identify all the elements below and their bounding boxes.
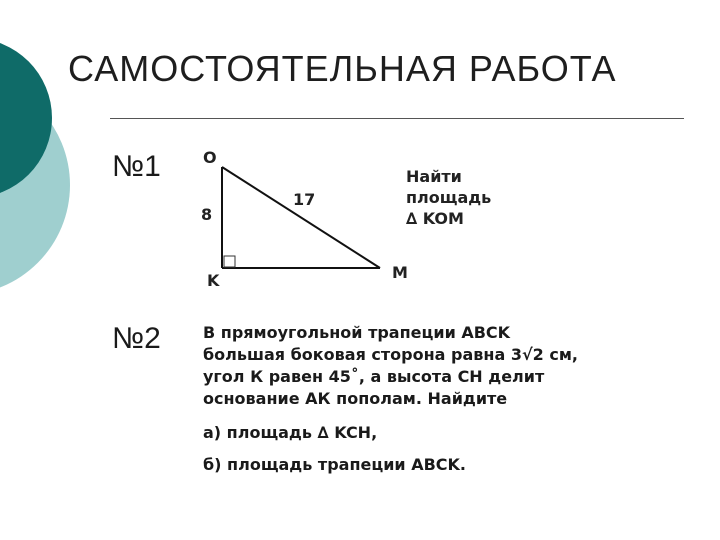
right-angle-mark	[224, 256, 235, 267]
task2-line: основание АК пополам. Найдите	[203, 389, 508, 408]
task1-question	[406, 166, 526, 229]
task2-text	[203, 322, 673, 476]
task2-part-b: б) площадь трапеции ABCK.	[203, 455, 466, 474]
task1-number: №1	[112, 150, 161, 183]
vertex-k-label: K	[207, 271, 220, 290]
vertex-m-label: M	[392, 263, 408, 282]
task1-question-line: площадь	[406, 188, 492, 207]
side-om	[222, 167, 380, 268]
side-om-label: 17	[293, 190, 316, 209]
task2-number: №2	[112, 322, 161, 355]
slide-title: САМОСТОЯТЕЛЬНАЯ РАБОТА	[68, 48, 617, 89]
task2-line: угол К равен 45˚, а высота СН делит	[203, 367, 545, 386]
vertex-o-label: O	[203, 148, 217, 167]
task2-part-a: а) площадь ∆ KCH,	[203, 423, 378, 442]
side-ok-label: 8	[201, 205, 213, 224]
task1-question-line: ∆ KOM	[406, 209, 464, 228]
task1-question-line: Найти	[406, 167, 462, 186]
task2-line: В прямоугольной трапеции ABCK	[203, 323, 511, 342]
task2-line: большая боковая сторона равна 3√2 см,	[203, 345, 578, 364]
